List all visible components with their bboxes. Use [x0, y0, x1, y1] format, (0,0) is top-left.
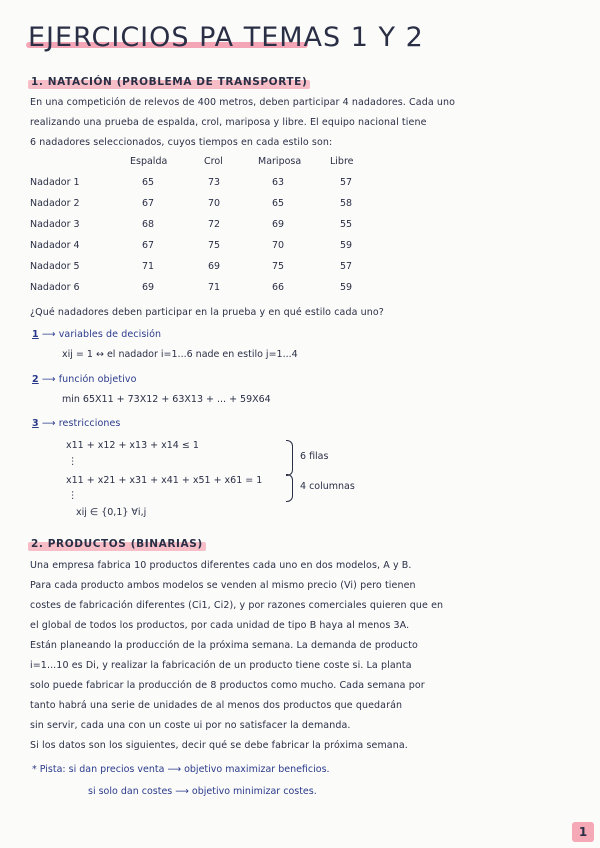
section2-line-6: i=1...10 es Di, y realizar la fabricación de un producto tiene coste si. La planta — [30, 660, 412, 671]
hint-line-1 — [32, 764, 330, 775]
table-row-label: Nadador 4 — [30, 240, 80, 251]
step3-label: restricciones — [58, 418, 121, 429]
table-cell: 70 — [208, 198, 221, 209]
section1-heading: 1. NATACIÓN (PROBLEMA DE TRANSPORTE) — [28, 76, 310, 88]
table-row-label: Nadador 1 — [30, 177, 80, 188]
section2-line-1: Una empresa fabrica 10 productos diferentes cada uno en dos modelos, A y B. — [30, 560, 412, 571]
table-cell: 69 — [208, 261, 221, 272]
brace-columns — [286, 474, 293, 502]
arrow-icon: ⟶ — [41, 418, 56, 429]
table-cell: 66 — [272, 282, 285, 293]
table-cell: 63 — [272, 177, 285, 188]
section1-intro-line-2: realizando una prueba de espalda, crol, mariposa y libre. El equipo nacional tiene — [30, 117, 427, 128]
table-header-mariposa: Mariposa — [258, 156, 302, 167]
table-cell: 68 — [142, 219, 155, 230]
section2-line-4: el global de todos los productos, por cada unidad de tipo B haya al menos 3A. — [30, 620, 410, 631]
table-cell: 75 — [272, 261, 285, 272]
table-cell: 71 — [142, 261, 155, 272]
section2-line-10: Si los datos son los siguientes, decir qué se debe fabricar la próxima semana. — [30, 740, 408, 751]
brace-rows — [286, 440, 293, 476]
section1-intro-line-1: En una competición de relevos de 400 metros, deben participar 4 nadadores. Cada uno — [30, 97, 456, 108]
step1-formula: xij = 1 ↔ el nadador i=1...6 nade en estilo j=1...4 — [62, 349, 298, 360]
table-cell: 57 — [340, 177, 353, 188]
section2-heading: 2. PRODUCTOS (BINARIAS) — [28, 538, 206, 550]
table-cell: 67 — [142, 240, 155, 251]
page-title: EJERCICIOS PA TEMAS 1 Y 2 — [28, 22, 424, 53]
table-cell: 72 — [208, 219, 221, 230]
step2-heading — [32, 374, 137, 385]
section2-line-3: costes de fabricación diferentes (Ci1, Ci2), y por razones comerciales quieren que en — [30, 600, 444, 611]
step2-number: 2 — [32, 374, 39, 385]
column-dots: ⋮ — [68, 490, 78, 501]
section2-line-8: tanto habrá una serie de unidades de al menos dos productos que quedarán — [30, 700, 403, 711]
table-header-espalda: Espalda — [130, 156, 168, 167]
table-cell: 59 — [340, 282, 353, 293]
table-cell: 67 — [142, 198, 155, 209]
table-cell: 69 — [142, 282, 155, 293]
table-cell: 73 — [208, 177, 221, 188]
step1-number: 1 — [32, 329, 39, 340]
table-cell: 55 — [340, 219, 353, 230]
section2-line-9: sin servir, cada una con un coste ui por no satisfacer la demanda. — [30, 720, 351, 731]
hint-prefix: * Pista: — [32, 764, 66, 775]
step1-label: variables de decisión — [58, 329, 162, 340]
table-cell: 70 — [272, 240, 285, 251]
row-constraint: x11 + x12 + x13 + x14 ≤ 1 — [66, 440, 199, 451]
table-row-label: Nadador 3 — [30, 219, 80, 230]
table-cell: 69 — [272, 219, 285, 230]
table-header-libre: Libre — [330, 156, 354, 167]
domain-constraint: xij ∈ {0,1} ∀i,j — [76, 507, 147, 518]
table-cell: 65 — [272, 198, 285, 209]
arrow-icon: ⟶ — [41, 374, 56, 385]
table-row-label: Nadador 5 — [30, 261, 80, 272]
brace-columns-label: 4 columnas — [300, 481, 355, 492]
section1-intro-line-3: 6 nadadores seleccionados, cuyos tiempos en cada estilo son: — [30, 137, 333, 148]
column-constraint: x11 + x21 + x31 + x41 + x51 + x61 = 1 — [66, 475, 263, 486]
section2-line-7: solo puede fabricar la producción de 8 productos como mucho. Cada semana por — [30, 680, 425, 691]
step2-formula: min 65X11 + 73X12 + 63X13 + ... + 59X64 — [62, 394, 271, 405]
section2-line-5: Están planeando la producción de la próxima semana. La demanda de producto — [30, 640, 418, 651]
step2-label: función objetivo — [58, 374, 137, 385]
step3-heading — [32, 418, 120, 429]
table-cell: 58 — [340, 198, 353, 209]
table-cell: 57 — [340, 261, 353, 272]
table-cell: 65 — [142, 177, 155, 188]
section1-question: ¿Qué nadadores deben participar en la prueba y en qué estilo cada uno? — [30, 307, 384, 318]
row-dots: ⋮ — [68, 456, 78, 467]
step3-number: 3 — [32, 418, 39, 429]
hint-2: si solo dan costes ⟶ objetivo minimizar costes. — [88, 786, 317, 797]
table-row-label: Nadador 6 — [30, 282, 80, 293]
table-header-crol: Crol — [204, 156, 223, 167]
section2-line-2: Para cada producto ambos modelos se venden al mismo precio (Vi) pero tienen — [30, 580, 416, 591]
arrow-icon: ⟶ — [41, 329, 56, 340]
page-number: 1 — [572, 822, 594, 842]
table-cell: 59 — [340, 240, 353, 251]
table-cell: 75 — [208, 240, 221, 251]
step1-heading — [32, 329, 161, 340]
table-cell: 71 — [208, 282, 221, 293]
table-row-label: Nadador 2 — [30, 198, 80, 209]
brace-rows-label: 6 filas — [300, 451, 329, 462]
hint-1: si dan precios venta ⟶ objetivo maximizar beneficios. — [68, 764, 330, 775]
